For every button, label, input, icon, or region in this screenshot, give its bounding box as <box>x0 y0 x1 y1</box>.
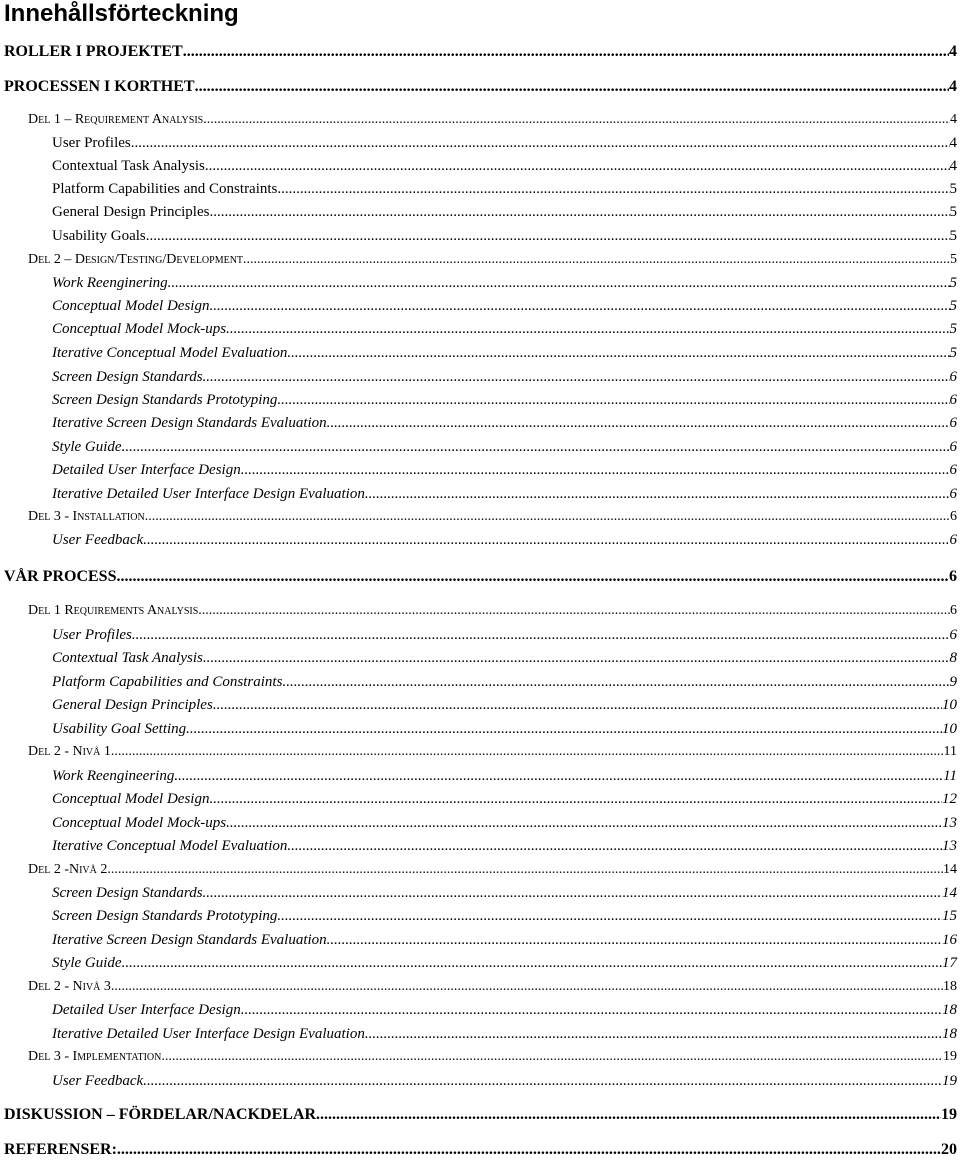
toc-entry-page: 20 <box>941 1141 957 1158</box>
toc-entry-label: Iterative Detailed User Interface Design Evaluation <box>52 486 365 502</box>
dot-leader <box>277 392 949 409</box>
dot-leader <box>209 298 949 315</box>
toc-entry-page: 6 <box>949 568 957 585</box>
toc-entry[interactable] <box>52 158 957 178</box>
dot-leader <box>174 768 943 785</box>
toc-entry-page: 5 <box>949 345 957 361</box>
toc-entry-page: 5 <box>949 228 957 244</box>
toc-entry-label: Work Reengineering <box>52 768 175 784</box>
dot-leader <box>277 181 949 198</box>
toc-entry-label: Del 2 - Nivå 1 <box>28 744 111 759</box>
toc-entry-label: Style Guide <box>52 439 122 455</box>
toc-entry-label: Del 2 -Nivå 2 <box>28 862 108 877</box>
toc-entry-label: Screen Design Standards Prototyping <box>52 908 278 924</box>
toc-entry-page: 9 <box>949 674 957 690</box>
toc-entry-page: 10 <box>942 697 957 713</box>
toc-entry-label: Del 1 – Requirement Analysis <box>28 112 204 127</box>
toc-entry[interactable] <box>52 275 957 295</box>
dot-leader <box>146 228 950 245</box>
toc-entry-label: User Feedback <box>52 1073 144 1089</box>
dot-leader <box>131 135 950 152</box>
toc-entry[interactable] <box>28 979 957 999</box>
toc-entry-page: 4 <box>949 43 957 60</box>
toc-entry[interactable] <box>28 603 957 623</box>
dot-leader <box>226 815 942 832</box>
toc-entry-label: ROLLER I PROJEKTET <box>4 43 183 60</box>
toc-entry-page: 5 <box>949 181 957 197</box>
toc-entry-page: 13 <box>942 815 957 831</box>
toc-entry[interactable] <box>52 791 957 811</box>
toc-entry[interactable] <box>52 135 957 155</box>
toc-entry-page: 4 <box>950 112 957 127</box>
toc-entry-page: 6 <box>949 392 957 408</box>
toc-entry-page: 13 <box>942 838 957 854</box>
toc-entry[interactable] <box>28 1049 957 1069</box>
toc-entry[interactable] <box>4 43 957 63</box>
toc-entry-page: 8 <box>949 650 957 666</box>
dot-leader <box>195 78 949 96</box>
toc-entry[interactable] <box>28 112 957 132</box>
toc-entry[interactable] <box>4 1106 957 1126</box>
toc-entry[interactable] <box>4 78 957 98</box>
toc-entry-page: 18 <box>942 1026 957 1042</box>
dot-leader <box>111 979 943 995</box>
toc-entry-page: 6 <box>949 486 957 502</box>
toc-entry-label: Conceptual Model Mock-ups <box>52 815 227 831</box>
toc-entry-page: 10 <box>942 721 957 737</box>
toc-entry-page: 17 <box>942 955 957 971</box>
toc-entry-page: 14 <box>943 862 957 877</box>
dot-leader <box>287 838 942 855</box>
dot-leader <box>122 955 942 972</box>
toc-entry-label: Platform Capabilities and Constraints <box>52 674 283 690</box>
dot-leader <box>143 1073 942 1090</box>
toc-entry[interactable] <box>52 627 957 647</box>
toc-entry-label: Work Reenginering <box>52 275 168 291</box>
toc-entry-page: 11 <box>943 768 957 784</box>
toc-entry[interactable] <box>4 1141 957 1161</box>
toc-entry-page: 6 <box>949 462 957 478</box>
toc-entry[interactable] <box>52 838 957 858</box>
dot-leader <box>203 369 950 386</box>
toc-entry-label: Screen Design Standards <box>52 885 203 901</box>
toc-entry-page: 5 <box>949 321 957 337</box>
dot-leader <box>161 1049 943 1065</box>
dot-leader <box>203 885 942 902</box>
dot-leader <box>287 345 949 362</box>
toc-entry[interactable] <box>4 568 957 588</box>
toc-entry-label: Del 2 - Nivå 3 <box>28 979 111 994</box>
toc-entry-label: Iterative Conceptual Model Evaluation <box>52 345 288 361</box>
toc-entry-label: Screen Design Standards <box>52 369 203 385</box>
toc-entry-label: REFERENSER: <box>4 1141 117 1158</box>
toc-entry-label: Conceptual Model Mock-ups <box>52 321 227 337</box>
page-title: Innehållsförteckning <box>4 0 239 27</box>
toc-entry-page: 6 <box>949 439 957 455</box>
dot-leader <box>241 462 950 479</box>
toc-entry-page: 6 <box>949 532 957 548</box>
toc-entry[interactable] <box>52 650 957 670</box>
toc-entry[interactable] <box>52 486 957 506</box>
toc-entry[interactable] <box>52 415 957 435</box>
dot-leader <box>183 43 949 61</box>
toc-entry-label: Style Guide <box>52 955 122 971</box>
toc-entry-label: Screen Design Standards Prototyping <box>52 392 278 408</box>
toc-entry-page: 5 <box>950 252 957 267</box>
toc-entry-page: 12 <box>942 791 957 807</box>
dot-leader <box>209 204 949 221</box>
toc-entry-page: 14 <box>942 885 957 901</box>
dot-leader <box>168 275 950 292</box>
toc-entry-page: 11 <box>943 744 957 759</box>
dot-leader <box>243 252 950 268</box>
dot-leader <box>107 862 943 878</box>
toc-entry-label: Conceptual Model Design <box>52 791 210 807</box>
toc-entry-label: Del 1 Requirements Analysis <box>28 603 199 618</box>
toc-entry-page: 5 <box>949 204 957 220</box>
dot-leader <box>213 697 942 714</box>
dot-leader <box>226 321 949 338</box>
toc-entry[interactable] <box>52 298 957 318</box>
toc-entry[interactable] <box>52 885 957 905</box>
toc-entry[interactable] <box>28 509 957 529</box>
toc-entry-label: Iterative Conceptual Model Evaluation <box>52 838 288 854</box>
toc-entry-page: 6 <box>949 627 957 643</box>
dot-leader <box>143 532 949 549</box>
toc-entry-label: Del 2 – Design/Testing/Development <box>28 252 244 267</box>
dot-leader <box>209 791 942 808</box>
toc-entry-page: 4 <box>949 158 957 174</box>
toc-entry[interactable] <box>52 932 957 952</box>
toc-entry[interactable] <box>52 1026 957 1046</box>
dot-leader <box>327 415 950 432</box>
toc-entry[interactable] <box>28 744 957 764</box>
toc-entry-label: DISKUSSION – FÖRDELAR/NACKDELAR <box>4 1106 317 1123</box>
toc-entry[interactable] <box>52 392 957 412</box>
toc-entry-page: 6 <box>950 603 957 618</box>
toc-entry-page: 19 <box>942 1073 957 1089</box>
toc-entry[interactable] <box>52 697 957 717</box>
dot-leader <box>132 627 950 644</box>
dot-leader <box>241 1002 942 1019</box>
toc-entry-label: Usability Goal Setting <box>52 721 187 737</box>
toc-entry-label: VÅR PROCESS <box>4 568 117 585</box>
toc-entry[interactable] <box>28 862 957 882</box>
dot-leader <box>145 509 950 525</box>
toc-entry-page: 6 <box>949 415 957 431</box>
toc-entry[interactable] <box>52 1073 957 1093</box>
toc-entry-label: Del 3 - Implementation <box>28 1049 162 1064</box>
toc-entry-page: 6 <box>950 509 957 524</box>
toc-entry[interactable] <box>52 955 957 975</box>
dot-leader <box>316 1106 941 1124</box>
toc-entry-label: User Profiles <box>52 135 131 151</box>
toc-entry[interactable] <box>52 768 957 788</box>
toc-entry-label: Detailed User Interface Design <box>52 462 241 478</box>
dot-leader <box>327 932 942 949</box>
toc-entry-label: PROCESSEN I KORTHET <box>4 78 195 95</box>
toc-entry-label: Usability Goals <box>52 228 146 244</box>
toc-entry-page: 15 <box>942 908 957 924</box>
toc-entry-page: 18 <box>943 979 957 994</box>
dot-leader <box>198 603 950 619</box>
dot-leader <box>277 908 942 925</box>
dot-leader <box>111 744 944 760</box>
toc-entry-page: 19 <box>943 1049 957 1064</box>
toc-entry-label: General Design Principles <box>52 697 213 713</box>
toc-entry-label: Iterative Screen Design Standards Evaluation <box>52 415 327 431</box>
toc-entry[interactable] <box>52 674 957 694</box>
toc-entry[interactable] <box>52 462 957 482</box>
toc-entry-page: 5 <box>949 275 957 291</box>
toc-entry-label: Iterative Screen Design Standards Evaluation <box>52 932 327 948</box>
toc-entry-page: 18 <box>942 1002 957 1018</box>
toc-entry-page: 5 <box>949 298 957 314</box>
dot-leader <box>186 721 942 738</box>
toc-entry-label: Detailed User Interface Design <box>52 1002 241 1018</box>
toc-entry[interactable] <box>52 181 957 201</box>
toc-entry-page: 16 <box>942 932 957 948</box>
dot-leader <box>203 112 950 128</box>
toc-entry[interactable] <box>52 1002 957 1022</box>
toc-entry-page: 4 <box>949 78 957 95</box>
dot-leader <box>365 1026 942 1043</box>
toc-entry[interactable] <box>52 321 957 341</box>
toc-entry-label: Contextual Task Analysis <box>52 158 205 174</box>
toc-entry-label: General Design Principles <box>52 204 210 220</box>
toc-entry[interactable] <box>52 228 957 248</box>
toc-entry[interactable] <box>52 815 957 835</box>
toc-entry[interactable] <box>52 532 957 552</box>
toc-entry-label: Contextual Task Analysis <box>52 650 203 666</box>
dot-leader <box>117 1141 941 1159</box>
toc-entry[interactable] <box>52 345 957 365</box>
toc-entry-label: User Profiles <box>52 627 132 643</box>
toc-entry-label: Iterative Detailed User Interface Design Evaluation <box>52 1026 365 1042</box>
toc-entry[interactable] <box>52 369 957 389</box>
toc-entry[interactable] <box>52 721 957 741</box>
toc-entry[interactable] <box>52 908 957 928</box>
toc-entry-label: User Feedback <box>52 532 144 548</box>
toc-entry[interactable] <box>52 439 957 459</box>
toc-entry-page: 6 <box>949 369 957 385</box>
toc-entry-label: Platform Capabilities and Constraints <box>52 181 278 197</box>
dot-leader <box>282 674 949 691</box>
dot-leader <box>203 650 950 667</box>
dot-leader <box>365 486 950 503</box>
toc-entry-page: 19 <box>941 1106 957 1123</box>
toc-entry[interactable] <box>52 204 957 224</box>
toc-entry-page: 4 <box>949 135 957 151</box>
dot-leader <box>205 158 950 175</box>
dot-leader <box>116 568 949 586</box>
toc-entry[interactable] <box>28 252 957 272</box>
dot-leader <box>122 439 950 456</box>
toc-entry-label: Conceptual Model Design <box>52 298 210 314</box>
toc-entry-label: Del 3 - Installation <box>28 509 145 524</box>
